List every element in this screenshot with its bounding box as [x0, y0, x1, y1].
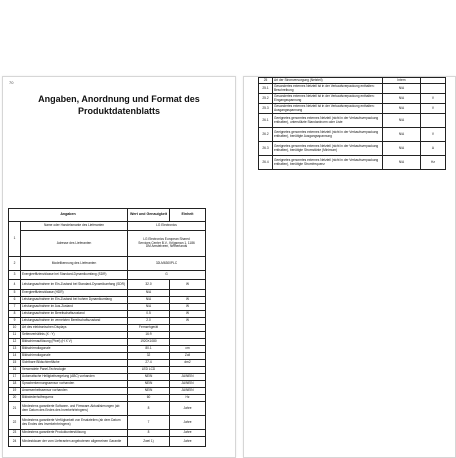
row-label: Spracherkennungssensor vorhanden — [21, 381, 128, 388]
row-number: 14 — [9, 353, 21, 360]
row-value: 1920X1080 — [128, 339, 170, 346]
row-label: Name oder Handelsmarke des Lieferanten — [21, 222, 128, 231]
table-row — [9, 395, 206, 402]
row-label: Leistungsaufnahme im Aus-Zustand — [21, 304, 128, 311]
row-value: 32 — [128, 353, 170, 360]
row-value: Zwei 1) — [128, 437, 170, 447]
row-value: N/A — [128, 304, 170, 311]
header-angaben: Angaben — [9, 209, 128, 222]
row-value: 60 — [128, 395, 170, 402]
row-number: 13 — [9, 346, 21, 353]
address-line: Services Center B.V., Krijgsman 1, 1186 — [138, 240, 195, 245]
row-number: 26.1 — [259, 114, 273, 128]
table-row — [259, 104, 446, 114]
title-line-1: Angaben, Anordnung und Format des — [38, 94, 200, 104]
row-unit: Hz — [421, 156, 446, 170]
row-number: 5 — [9, 290, 21, 297]
table-header-row — [9, 209, 206, 222]
row-value: N/A — [383, 104, 421, 114]
row-unit — [170, 367, 206, 374]
row-number: 3 — [9, 271, 21, 280]
table-row — [9, 304, 206, 311]
row-label: Bildschirmdiagonale — [21, 353, 128, 360]
table-row — [9, 271, 206, 280]
row-unit: dm2 — [170, 360, 206, 367]
row-value: 80.1 — [128, 346, 170, 353]
row-unit: Jahre — [170, 430, 206, 437]
row-unit: Jahre — [170, 416, 206, 430]
row-unit: JA/NEIN — [170, 381, 206, 388]
row-number: 4 — [9, 280, 21, 290]
row-number: 10 — [9, 325, 21, 332]
datasheet-table-continued — [258, 77, 446, 170]
table-row — [9, 339, 206, 346]
table-row — [9, 311, 206, 318]
row-value: N/A — [128, 290, 170, 297]
row-unit: V — [421, 94, 446, 104]
row-unit — [170, 339, 206, 346]
row-value: Fernsehgerät — [128, 325, 170, 332]
table-row — [9, 437, 206, 447]
row-value — [128, 231, 206, 257]
row-unit: JA/NEIN — [170, 388, 206, 395]
row-number: 25.2 — [259, 94, 273, 104]
table-row — [9, 257, 206, 271]
table-row — [9, 325, 206, 332]
row-label: Leistungsaufnahme im Ein-Zustand bei hohem Dynamikumfang — [21, 297, 128, 304]
table-row — [9, 222, 206, 231]
row-label: Mindestens garantierte Produktunterstützung — [21, 430, 128, 437]
row-label: Gesondertes externes Netzteil ist in der Verkaufsverpackung enthalten: Beschreibung — [273, 84, 383, 94]
row-number: 17 — [9, 374, 21, 381]
table-row — [259, 94, 446, 104]
row-number: 8 — [9, 311, 21, 318]
table-row — [9, 332, 206, 339]
row-label: Geeignetes genormtes externes Netzteil (nicht in der Verkaufsverpackung enthalten), benötigte Stromfrequenz — [273, 156, 383, 170]
row-value: 32LM6300PLC — [128, 257, 206, 271]
table-row — [259, 142, 446, 156]
row-number: 7 — [9, 304, 21, 311]
row-unit — [421, 84, 446, 94]
row-unit: cm — [170, 346, 206, 353]
table-row — [9, 318, 206, 325]
table-row — [9, 297, 206, 304]
row-label: Verwendete Panel-Technologie — [21, 367, 128, 374]
row-label: Geeignetes genormtes externes Netzteil (nicht in der Verkaufsverpackung enthalten), benötigte Stromstärke (Minimum) — [273, 142, 383, 156]
row-unit: Hz — [170, 395, 206, 402]
row-label: Gesondertes externes Netzteil ist in der Verkaufsverpackung enthalten: Eingangsspannung — [273, 94, 383, 104]
table-row — [9, 346, 206, 353]
table-row — [259, 156, 446, 170]
table-row — [9, 388, 206, 395]
title-line-2: Produktdatenblatts — [77, 106, 160, 116]
table-row — [259, 114, 446, 128]
row-label: Bildwiederholfrequenz — [21, 395, 128, 402]
row-label: Modellkennung des Lieferanten — [21, 257, 128, 271]
row-label: Anwesenheitssensor vorhanden — [21, 388, 128, 395]
row-number: 25.3 — [259, 104, 273, 114]
datasheet-page-left — [2, 76, 236, 458]
row-number: 19 — [9, 388, 21, 395]
row-value: 2.0 — [128, 318, 170, 325]
page-number: 70 — [9, 80, 14, 85]
row-unit: W — [170, 311, 206, 318]
row-value: N/A — [383, 156, 421, 170]
row-unit: W — [170, 280, 206, 290]
row-value: 0.5 — [128, 311, 170, 318]
row-number: 12 — [9, 339, 21, 346]
row-number: 11 — [9, 332, 21, 339]
table-row — [9, 353, 206, 360]
row-unit: JA/NEIN — [170, 374, 206, 381]
row-number: 24 — [9, 437, 21, 447]
address-line: DM Amstelveen, Netherlands — [145, 244, 188, 249]
table-row — [9, 360, 206, 367]
table-row — [9, 416, 206, 430]
row-label: Mindestens garantierte Software- und Firmware-Aktualisierungen (ab dem Datum des Endes des Inverkehrbringens) — [21, 402, 128, 416]
row-value: N/A — [383, 128, 421, 142]
row-value: LED LCD — [128, 367, 170, 374]
address-line: LG Electronics European Shared — [143, 237, 190, 242]
table-row — [9, 381, 206, 388]
row-value: 7 — [128, 416, 170, 430]
row-value: 32.0 — [128, 280, 170, 290]
table-row — [9, 367, 206, 374]
row-label: Sichtbare Bildschirmfläche — [21, 360, 128, 367]
row-number: 26.3 — [259, 142, 273, 156]
row-label: Art der Stromversorgung (Netzteil) — [273, 78, 383, 84]
table-row — [259, 128, 446, 142]
row-number: 26.4 — [259, 156, 273, 170]
row-value: 8 — [128, 402, 170, 416]
table-row — [9, 231, 206, 257]
row-label: Geeignetes genormtes externes Netzteil (nicht in der Verkaufsverpackung enthalten), benötigte Ausgangsspannung — [273, 128, 383, 142]
row-unit — [421, 114, 446, 128]
row-label: Geeignetes genormtes externes Netzteil (nicht in der Verkaufsverpackung enthalten), unterstützte Standardnorm oder Liste — [273, 114, 383, 128]
page-title — [3, 93, 235, 117]
row-value: N/A — [383, 84, 421, 94]
row-value: N/A — [383, 114, 421, 128]
row-value: NEIN — [128, 374, 170, 381]
row-number: 22 — [9, 416, 21, 430]
row-number: 16 — [9, 367, 21, 374]
datasheet-table — [8, 208, 206, 447]
row-label: Energieeffizienzklasse bei Standard-Dynamikumfang (SDR) — [21, 271, 128, 280]
row-number: 9 — [9, 318, 21, 325]
row-unit — [170, 332, 206, 339]
row-unit — [170, 290, 206, 297]
row-value: 16:9 — [128, 332, 170, 339]
row-unit: Zoll — [170, 353, 206, 360]
row-value: N/A — [128, 297, 170, 304]
row-unit: V — [421, 128, 446, 142]
row-value: 27.4 — [128, 360, 170, 367]
row-unit: A — [421, 142, 446, 156]
row-label: Bildschirmauflösung (Pixel) (H X V) — [21, 339, 128, 346]
row-unit: V — [421, 104, 446, 114]
row-number: 18 — [9, 381, 21, 388]
row-number: 25 — [259, 78, 273, 84]
table-row — [9, 290, 206, 297]
row-value: Intern — [383, 78, 421, 84]
row-label: Automatische Helligkeitsregelung (ABC) vorhanden — [21, 374, 128, 381]
table-row — [9, 430, 206, 437]
row-number: 20 — [9, 395, 21, 402]
row-unit — [170, 325, 206, 332]
row-label: Mindestens garantierte Verfügbarkeit von Ersatzteilen (ab dem Datum des Endes des Inverkehrbringens) — [21, 416, 128, 430]
row-number: 6 — [9, 297, 21, 304]
row-label: Bildschirmdiagonale — [21, 346, 128, 353]
row-value: N/A — [383, 142, 421, 156]
row-number: 25.1 — [259, 84, 273, 94]
row-label: Gesondertes externes Netzteil ist in der Verkaufsverpackung enthalten: Ausgangsspannung — [273, 104, 383, 114]
row-number: 1 — [9, 222, 21, 257]
row-label: Mindestdauer der vom Lieferanten angebotenen allgemeinen Garantie — [21, 437, 128, 447]
row-label: Seitenverhältnis (X : Y) — [21, 332, 128, 339]
table-row — [9, 374, 206, 381]
row-label: Leistungsaufnahme im Bereitschaftszustand — [21, 311, 128, 318]
row-label: Adresse des Lieferanten — [21, 231, 128, 257]
row-number: 23 — [9, 430, 21, 437]
table-row — [9, 280, 206, 290]
row-number: 21 — [9, 402, 21, 416]
row-unit: W — [170, 304, 206, 311]
row-label: Energieeffizienzklasse (HDR) — [21, 290, 128, 297]
row-label: Art des elektronischen Displays — [21, 325, 128, 332]
table-row — [9, 402, 206, 416]
row-value: NEIN — [128, 388, 170, 395]
row-value: N/A — [383, 94, 421, 104]
row-number: 26.2 — [259, 128, 273, 142]
row-label: Leistungsaufnahme im vernetzten Bereitschaftszustand — [21, 318, 128, 325]
row-unit: Jahre — [170, 402, 206, 416]
header-einheit: Einheit — [170, 209, 206, 222]
header-wert: Wert und Genauigkeit — [128, 209, 170, 222]
row-unit: W — [170, 297, 206, 304]
row-unit: Jahre — [170, 437, 206, 447]
datasheet-page-right — [243, 76, 456, 458]
row-value: G — [128, 271, 206, 280]
row-value: 8 — [128, 430, 170, 437]
row-number: 2 — [9, 257, 21, 271]
table-row — [259, 84, 446, 94]
row-value: LG Electronics — [128, 222, 206, 231]
row-unit: W — [170, 318, 206, 325]
row-label: Leistungsaufnahme im Ein-Zustand bei Standard-Dynamikumfang (SDR) — [21, 280, 128, 290]
row-number: 15 — [9, 360, 21, 367]
row-value: NEIN — [128, 381, 170, 388]
